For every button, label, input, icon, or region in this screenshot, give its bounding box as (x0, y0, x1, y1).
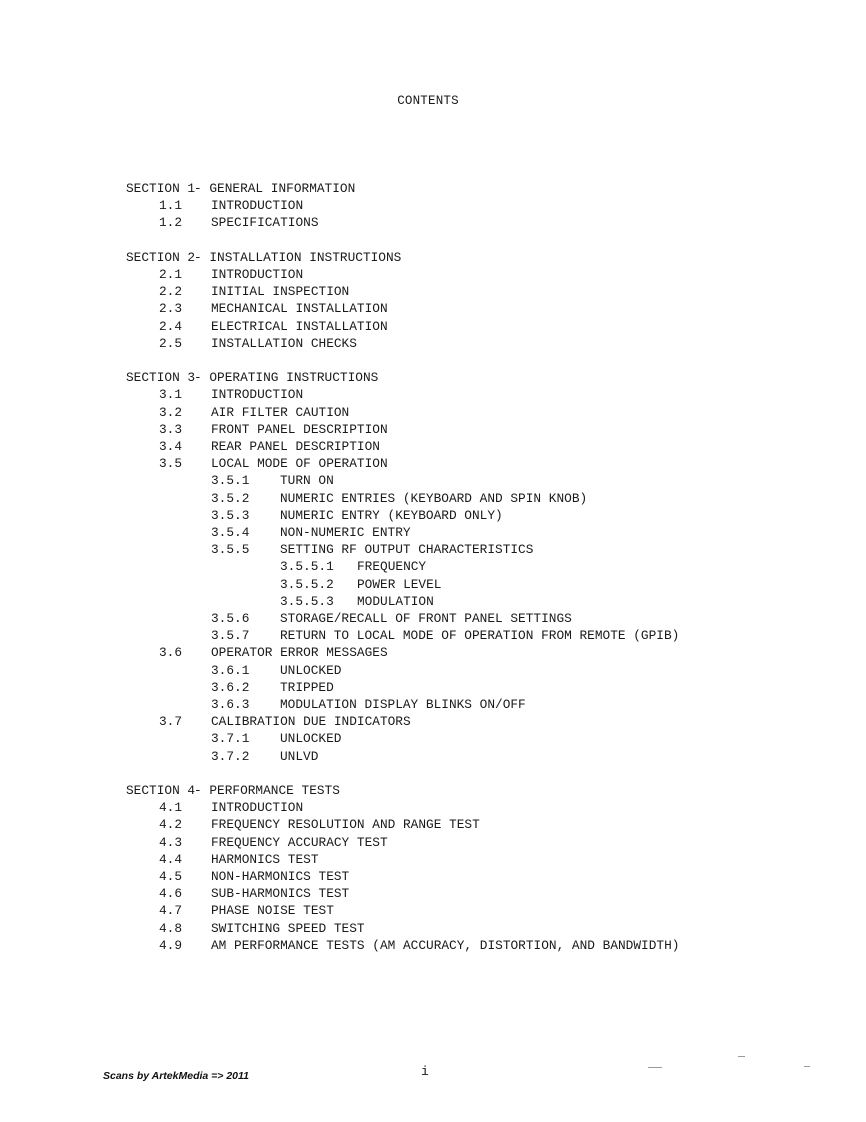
toc-entry-number: 2.1 (159, 267, 183, 282)
toc-entry-number: 1.1 (159, 198, 183, 214)
toc-entry-title: SPECIFICATIONS (211, 215, 319, 231)
toc-entry-title: INTRODUCTION (211, 198, 304, 214)
scan-speck (804, 1066, 810, 1067)
toc-entry-title: UNLVD (280, 748, 319, 764)
toc-entry-title: MODULATION DISPLAY BLINKS ON/OFF (280, 697, 526, 712)
toc-entry-title: INTRODUCTION (211, 267, 304, 282)
page-number: i (421, 1064, 429, 1079)
toc-entry-number: SECTION 1 (126, 181, 196, 196)
toc-entry-number: SECTION 3 (126, 370, 196, 386)
toc-entry-title: SWITCHING SPEED TEST (211, 920, 365, 936)
toc-entry-number: 3.5.3 (211, 507, 250, 523)
scan-speck (648, 1067, 662, 1068)
toc-entry-number: 3.6 (159, 645, 183, 661)
toc-entry-title: AIR FILTER CAUTION (211, 404, 350, 420)
toc-entry-number: 2.2 (159, 284, 183, 300)
toc-entry-title: SUB-HARMONICS TEST (211, 886, 350, 902)
toc-entry-number: 3.6.3 (211, 697, 250, 712)
toc-entry-number: 3.5.1 (211, 473, 250, 489)
toc-entry-number: 3.5.5.1 (280, 559, 334, 575)
toc-entry-number: 3.5.7 (211, 628, 250, 644)
toc-entry-title: INTRODUCTION (211, 800, 304, 816)
toc-entry-number: 3.6.1 (211, 662, 250, 678)
toc-entry-title: POWER LEVEL (357, 576, 442, 592)
toc-entry-number: 4.1 (159, 800, 183, 816)
toc-entry-title: ELECTRICAL INSTALLATION (211, 318, 388, 334)
toc-entry-number: 4.4 (159, 851, 183, 867)
toc-entry-number: 3.5.2 (211, 490, 250, 506)
toc-entry-number: 3.5.5 (211, 542, 250, 558)
toc-entry-title: UNLOCKED (280, 662, 342, 678)
toc-entry-title: FREQUENCY RESOLUTION AND RANGE TEST (211, 817, 480, 833)
toc-entry-title: - GENERAL INFORMATION (194, 181, 356, 196)
toc-entry-title: INITIAL INSPECTION (211, 284, 350, 300)
toc-entry-title: TURN ON (280, 473, 334, 489)
scan-credit: Scans by ArtekMedia => 2011 (103, 1070, 249, 1082)
toc-entry-title: LOCAL MODE OF OPERATION (211, 456, 388, 472)
toc-entry-title: INTRODUCTION (211, 387, 304, 403)
toc-entry-number: 4.5 (159, 869, 183, 884)
toc-entry-number: 4.3 (159, 834, 183, 850)
toc-entry-title: FREQUENCY ACCURACY TEST (211, 834, 388, 850)
toc-entry-number: 3.2 (159, 404, 183, 420)
toc-entry-number: 4.9 (159, 937, 183, 953)
toc-entry-number: 1.2 (159, 215, 183, 231)
toc-entry-title: MECHANICAL INSTALLATION (211, 301, 388, 317)
toc-entry-number: SECTION 4 (126, 783, 196, 798)
toc-entry-title: - INSTALLATION INSTRUCTIONS (194, 249, 402, 265)
toc-entry-title: RETURN TO LOCAL MODE OF OPERATION FROM REMOTE (GPIB) (280, 628, 680, 644)
toc-entry-number: 3.5.4 (211, 525, 250, 540)
toc-entry-number: 4.6 (159, 886, 183, 902)
toc-entry-number: 4.7 (159, 903, 183, 919)
page-title: CONTENTS (397, 94, 459, 108)
toc-entry-title: STORAGE/RECALL OF FRONT PANEL SETTINGS (280, 611, 572, 626)
toc-entry-number: 4.8 (159, 920, 183, 936)
toc-entry-title: NUMERIC ENTRY (KEYBOARD ONLY) (280, 507, 503, 523)
toc-entry-title: UNLOCKED (280, 731, 342, 747)
toc-entry-number: 3.5.5.3 (280, 593, 334, 609)
toc-entry-title: MODULATION (357, 593, 434, 609)
toc-entry-title: FREQUENCY (357, 559, 427, 575)
toc-entry-number: 3.7.1 (211, 731, 250, 747)
toc-entry-title: AM PERFORMANCE TESTS (AM ACCURACY, DISTORTION, AND BANDWIDTH) (211, 937, 680, 953)
toc-entry-title: FRONT PANEL DESCRIPTION (211, 421, 388, 437)
toc-entry-title: CALIBRATION DUE INDICATORS (211, 714, 411, 730)
toc-entry-number: 3.4 (159, 439, 183, 454)
toc-entry-title: NUMERIC ENTRIES (KEYBOARD AND SPIN KNOB) (280, 490, 588, 506)
toc-entry-number: 4.2 (159, 817, 183, 833)
toc-entry-title: HARMONICS TEST (211, 851, 319, 867)
toc-entry-title: REAR PANEL DESCRIPTION (211, 439, 380, 454)
toc-entry-number: 3.5.5.2 (280, 576, 334, 592)
toc-entry-number: SECTION 2 (126, 249, 196, 265)
toc-entry-number: 3.1 (159, 387, 183, 403)
toc-entry-number: 3.7.2 (211, 748, 250, 764)
toc-entry-title: PHASE NOISE TEST (211, 903, 334, 919)
toc-entry-number: 3.7 (159, 714, 183, 730)
toc-entry-title: OPERATOR ERROR MESSAGES (211, 645, 388, 661)
toc-entry-number: 2.4 (159, 318, 183, 334)
toc-entry-title: TRIPPED (280, 679, 334, 695)
toc-entry-title: SETTING RF OUTPUT CHARACTERISTICS (280, 542, 534, 558)
toc-entry-number: 3.6.2 (211, 679, 250, 695)
toc-entry-title: NON-NUMERIC ENTRY (280, 525, 411, 540)
toc-entry-number: 3.5.6 (211, 611, 250, 626)
toc-entry-title: INSTALLATION CHECKS (211, 335, 357, 351)
toc-entry-title: NON-HARMONICS TEST (211, 869, 350, 884)
toc-entry-number: 3.5 (159, 456, 183, 472)
toc-entry-number: 3.3 (159, 421, 183, 437)
toc-entry-title: - OPERATING INSTRUCTIONS (194, 370, 379, 386)
toc-entry-title: - PERFORMANCE TESTS (194, 783, 340, 798)
toc-entry-number: 2.3 (159, 301, 183, 317)
toc-entry-number: 2.5 (159, 335, 183, 351)
scan-speck (738, 1056, 745, 1057)
